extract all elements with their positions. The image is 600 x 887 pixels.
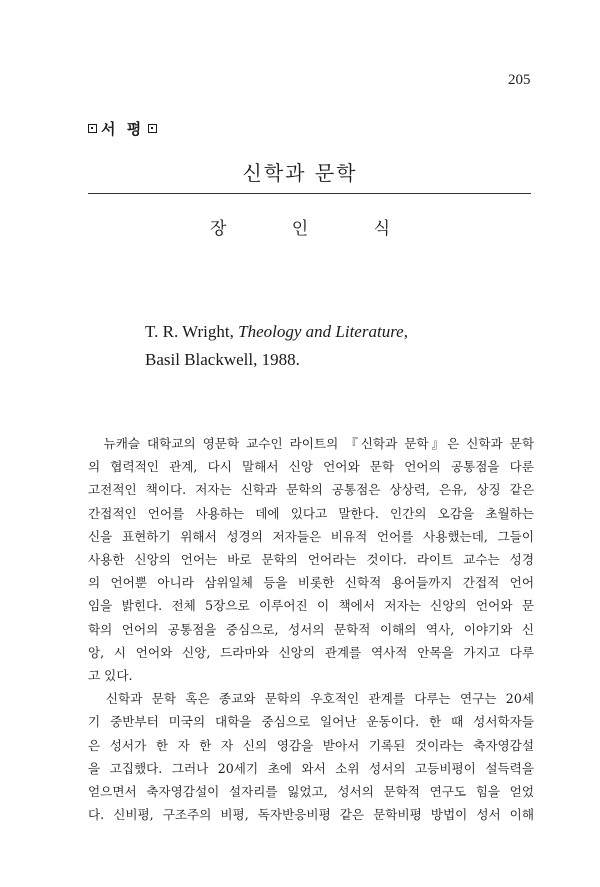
body-line: 의 언어뿐 아니라 삼위일체 등을 비롯한 신학적 용어들까지 간접적 언어 — [88, 575, 534, 591]
body-line: 고 있다. — [88, 668, 133, 684]
review-body — [88, 432, 534, 826]
body-line: 간접적인 언어를 사용하는 데에 있다고 말한다. 인간의 오감을 초월하는 — [88, 505, 534, 521]
author-name: 장 인 식 — [209, 219, 421, 239]
bib-book-title: Theology and Literature — [238, 322, 404, 341]
box-bullet-icon — [88, 124, 97, 133]
body-line: 기 중반부터 미국의 대학을 중심으로 일어난 운동이다. 한 때 성서학자들 — [88, 714, 534, 730]
section-label-text: 서 평 — [101, 120, 145, 138]
body-line: 앙, 시 언어와 신앙, 드라마와 신앙의 관계를 역사적 안목을 가지고 다루 — [88, 644, 534, 660]
body-line: 을 고집했다. 그러나 20세기 초에 와서 소위 성서의 고등비평이 설득력을 — [88, 760, 534, 776]
body-line: 은 성서가 한 자 한 자 신의 영감을 받아서 기록된 것이라는 축자영감설 — [88, 737, 534, 753]
bib-line-1 — [145, 318, 408, 346]
body-line: 학의 언어의 공통점을 중심으로, 성서의 문학적 이해의 역사, 이야기와 신 — [88, 621, 534, 637]
box-bullet-icon — [148, 124, 157, 133]
bibliographic-reference — [145, 318, 408, 374]
section-label — [88, 118, 157, 139]
body-line: 사용한 신앙의 언어는 바로 문학의 언어라는 것이다. 라이트 교수는 성경 — [88, 552, 534, 568]
body-line: 얻으면서 축자영감설이 설자리를 잃었고, 성서의 문학적 연구도 힘을 얻었 — [88, 784, 534, 800]
body-line: 고전적인 책이다. 저자는 신학과 문학의 공통점은 상상력, 은유, 상징 같은 — [88, 482, 534, 498]
bib-author: T. R. Wright, — [145, 322, 239, 341]
page-number: 205 — [508, 72, 531, 88]
body-line: 신학과 문학 혹은 종교와 문학의 우호적인 관계를 다루는 연구는 20세 — [88, 691, 534, 707]
body-line: 다. 신비평, 구조주의 비평, 독자반응비평 같은 문학비평 방법이 성서 이해 — [88, 807, 534, 823]
body-line: 뉴캐슬 대학교의 영문학 교수인 라이트의 『신학과 문학』은 신학과 문학 — [88, 436, 534, 451]
body-line: 의 협력적인 관계, 다시 말해서 신앙 언어와 문학 언어의 공통점을 다룬 — [88, 459, 534, 475]
bib-punct: , — [403, 322, 408, 341]
article-title: 신학과 문학 — [242, 161, 358, 185]
body-line: 임을 밝힌다. 전체 5장으로 이루어진 이 책에서 저자는 신앙의 언어와 문 — [88, 598, 534, 614]
bib-line-2: Basil Blackwell, 1988. — [145, 350, 300, 369]
body-line: 신을 표현하기 위해서 성경의 저자들은 비유적 언어를 사용했는데, 그들이 — [88, 528, 534, 544]
title-divider — [88, 193, 531, 194]
